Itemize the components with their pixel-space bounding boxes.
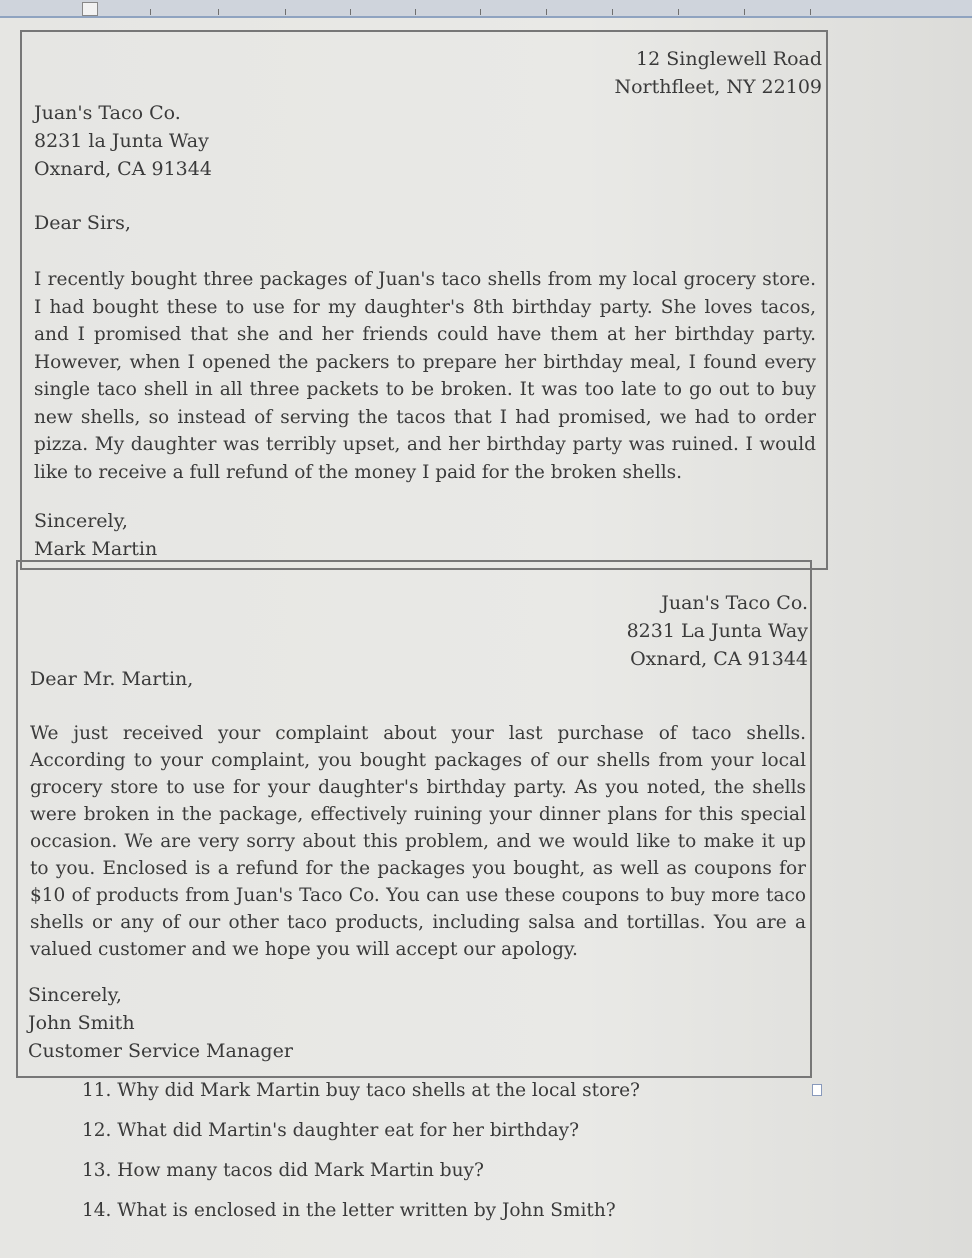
letter-from-company [16, 560, 812, 1078]
ruler-tick [415, 9, 416, 15]
letter-body: I recently bought three packages of Juan's taco shells from my local grocery store. I had bought these to use for my daughter's 8th birthday party. She loves tacos, and I promised that she and her friends could have them at her birthday party. However, when I opened the packers to prepare her birthday meal, I found every single taco shell in all three packets to be broken. It was too late to go out to buy new shells, so instead of serving the tacos that I had promised, we had to order pizza. My daughter was terribly upset, and her birthday party was ruined. I would like to receive a full refund of the money I paid for the broken shells. [34, 269, 816, 483]
tab-marker[interactable] [82, 2, 98, 16]
ruler-tick [350, 9, 351, 15]
salutation: Dear Mr. Martin, [30, 668, 194, 690]
letter-from-customer [20, 30, 828, 570]
sender-address-line: Northfleet, NY 22109 [614, 76, 822, 98]
ruler-tick [480, 9, 481, 15]
letter-body: We just received your complaint about your last purchase of taco shells. According to your complaint, you bought packages of our shells from your local grocery store to use for your daughter's birthday party. As you noted, the shells were broken in the package, effectively ruining your dinner plans for this special occasion. We are very sorry about this problem, and we would like to make it up to you. Enclosed is a refund for the packages you bought, as well as coupons for $10 of products from Juan's Taco Co. You can use these coupons to buy more taco shells or any of our other taco products, including salsa and tortillas. You are a valued customer and we hope you will accept our apology. [30, 723, 806, 960]
signature: John Smith [28, 1012, 135, 1034]
sender-address-line: 12 Singlewell Road [636, 48, 822, 70]
closing: Sincerely, [34, 510, 128, 532]
recipient-address-line: 8231 la Junta Way [34, 130, 209, 152]
text-cursor-marker [812, 1084, 822, 1096]
question-item: 12. What did Martin's daughter eat for her birthday? [82, 1120, 580, 1141]
ruler-tick [612, 9, 613, 15]
question-item: 13. How many tacos did Mark Martin buy? [82, 1160, 484, 1181]
question-item: 11. Why did Mark Martin buy taco shells at the local store? [82, 1080, 640, 1101]
closing: Sincerely, [28, 984, 122, 1006]
signature: Mark Martin [34, 538, 158, 560]
ruler-tick [546, 9, 547, 15]
ruler-tick [810, 9, 811, 15]
sender-address-line: Juan's Taco Co. [661, 592, 808, 614]
sender-address-line: Oxnard, CA 91344 [630, 648, 808, 670]
ruler-tick [150, 9, 151, 15]
signature-title: Customer Service Manager [28, 1040, 293, 1062]
sender-address-line: 8231 La Junta Way [626, 620, 808, 642]
recipient-address-line: Juan's Taco Co. [34, 102, 181, 124]
ruler-tick [744, 9, 745, 15]
recipient-address-line: Oxnard, CA 91344 [34, 158, 212, 180]
question-item: 14. What is enclosed in the letter written by John Smith? [82, 1200, 616, 1221]
salutation: Dear Sirs, [34, 212, 131, 234]
ruler-tick [678, 9, 679, 15]
ruler-tick [218, 9, 219, 15]
ruler-tick [285, 9, 286, 15]
document-page[interactable] [0, 18, 972, 1258]
ruler [0, 0, 972, 18]
